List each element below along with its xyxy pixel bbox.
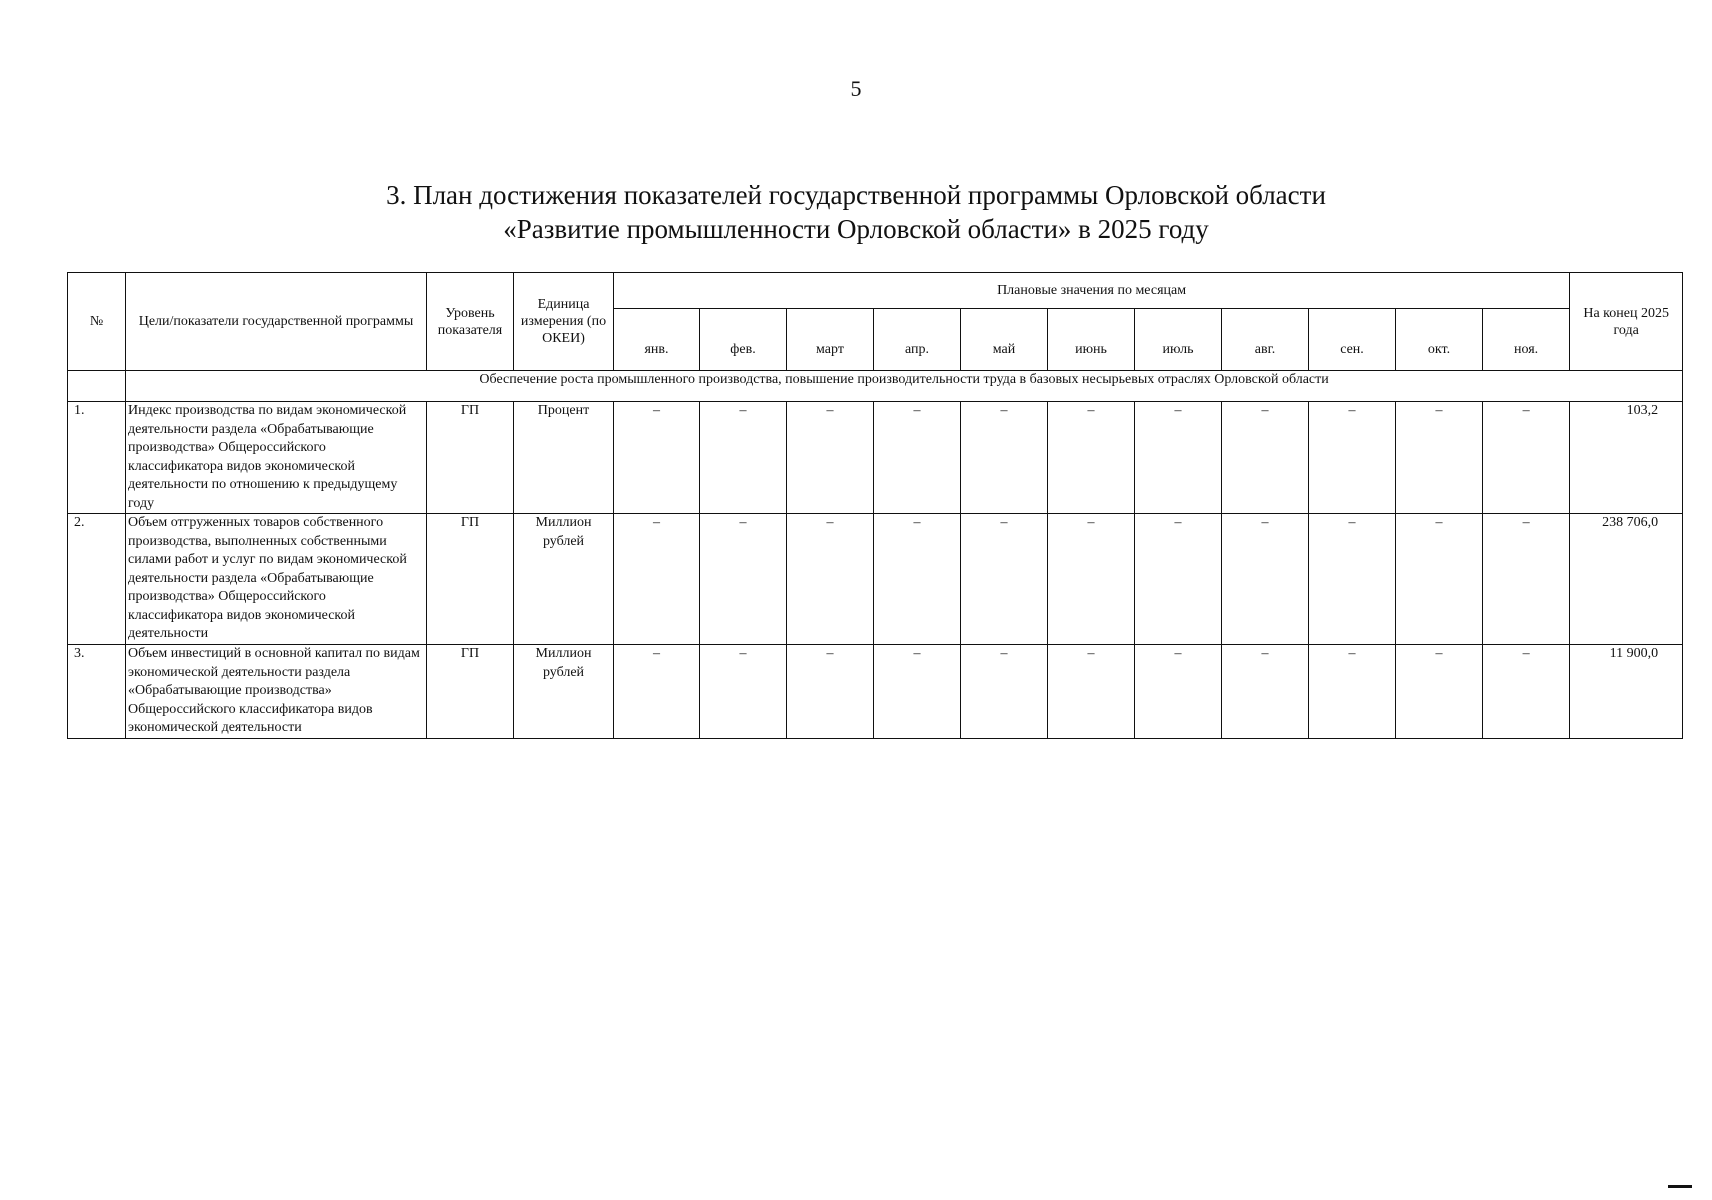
- row-num: 3.: [68, 645, 126, 739]
- row-unit: Миллион рублей: [514, 645, 614, 739]
- document-title: [0, 178, 1712, 246]
- scan-mark: [1668, 1185, 1692, 1188]
- row-month-value: –: [1222, 645, 1309, 739]
- table-row: [68, 645, 1683, 739]
- row-month-value: –: [874, 514, 961, 645]
- goal-row: [68, 371, 1683, 402]
- header-month: авг.: [1222, 309, 1309, 371]
- header-month: ноя.: [1483, 309, 1570, 371]
- row-month-value: –: [1483, 402, 1570, 514]
- header-month: июнь: [1048, 309, 1135, 371]
- row-month-value: –: [1135, 645, 1222, 739]
- header-month: окт.: [1396, 309, 1483, 371]
- row-num: 1.: [68, 402, 126, 514]
- row-month-value: –: [1048, 514, 1135, 645]
- row-name: Объем инвестиций в основной капитал по видам экономической деятельности раздела «Обрабатывающие производства» Общероссийского классификатора видов экономической деятельности: [126, 645, 427, 739]
- row-month-value: –: [787, 645, 874, 739]
- header-month: сен.: [1309, 309, 1396, 371]
- row-month-value: –: [1222, 402, 1309, 514]
- header-month: май: [961, 309, 1048, 371]
- row-month-value: –: [1048, 645, 1135, 739]
- row-month-value: –: [1135, 402, 1222, 514]
- row-month-value: –: [1483, 514, 1570, 645]
- row-month-value: –: [700, 514, 787, 645]
- page-number: 5: [850, 76, 862, 101]
- row-num: 2.: [68, 514, 126, 645]
- row-month-value: –: [1135, 514, 1222, 645]
- row-month-value: –: [787, 402, 874, 514]
- header-goal: Цели/показатели государственной программы: [126, 273, 427, 371]
- table-row: [68, 514, 1683, 645]
- row-month-value: –: [614, 402, 700, 514]
- header-month: янв.: [614, 309, 700, 371]
- row-unit: Процент: [514, 402, 614, 514]
- row-level: ГП: [427, 645, 514, 739]
- row-month-value: –: [787, 514, 874, 645]
- header-unit: Единица измерения (по ОКЕИ): [514, 273, 614, 371]
- header-month: март: [787, 309, 874, 371]
- row-month-value: –: [1483, 645, 1570, 739]
- row-month-value: –: [961, 645, 1048, 739]
- indicator-plan-table: [67, 272, 1683, 739]
- row-month-value: –: [1309, 402, 1396, 514]
- row-month-value: –: [1309, 514, 1396, 645]
- row-month-value: –: [614, 514, 700, 645]
- header-level: Уровень показателя: [427, 273, 514, 371]
- header-monthly: Плановые значения по месяцам: [614, 273, 1570, 309]
- row-month-value: –: [961, 402, 1048, 514]
- row-name: Объем отгруженных товаров собственного производства, выполненных собственными силами работ и услуг по видам экономической деятельности раздела «Обрабатывающие производства» Общероссийского классификатора видов экономической деятельности: [126, 514, 427, 645]
- row-month-value: –: [874, 645, 961, 739]
- title-line-1: 3. План достижения показателей государственной программы Орловской области: [386, 180, 1326, 210]
- row-month-value: –: [614, 645, 700, 739]
- table-row: [68, 402, 1683, 514]
- title-line-2: «Развитие промышленности Орловской области» в 2025 году: [503, 214, 1209, 244]
- row-level: ГП: [427, 514, 514, 645]
- row-month-value: –: [700, 645, 787, 739]
- row-month-value: –: [700, 402, 787, 514]
- row-final-value: 11 900,0: [1570, 645, 1683, 739]
- row-month-value: –: [1222, 514, 1309, 645]
- header-num: №: [68, 273, 126, 371]
- goal-text: Обеспечение роста промышленного производства, повышение производительности труда в базовых несырьевых отраслях Орловской области: [126, 371, 1683, 402]
- header-month: июль: [1135, 309, 1222, 371]
- row-level: ГП: [427, 402, 514, 514]
- goal-row-num-cell: [68, 371, 126, 402]
- header-month: апр.: [874, 309, 961, 371]
- header-final: На конец 2025 года: [1570, 273, 1683, 371]
- row-month-value: –: [1396, 645, 1483, 739]
- row-final-value: 103,2: [1570, 402, 1683, 514]
- row-month-value: –: [1048, 402, 1135, 514]
- row-name: Индекс производства по видам экономической деятельности раздела «Обрабатывающие производства» Общероссийского классификатора видов экономической деятельности по отношению к предыдущему году: [126, 402, 427, 514]
- header-month: фев.: [700, 309, 787, 371]
- row-unit: Миллион рублей: [514, 514, 614, 645]
- row-month-value: –: [961, 514, 1048, 645]
- row-final-value: 238 706,0: [1570, 514, 1683, 645]
- row-month-value: –: [874, 402, 961, 514]
- row-month-value: –: [1396, 514, 1483, 645]
- row-month-value: –: [1396, 402, 1483, 514]
- row-month-value: –: [1309, 645, 1396, 739]
